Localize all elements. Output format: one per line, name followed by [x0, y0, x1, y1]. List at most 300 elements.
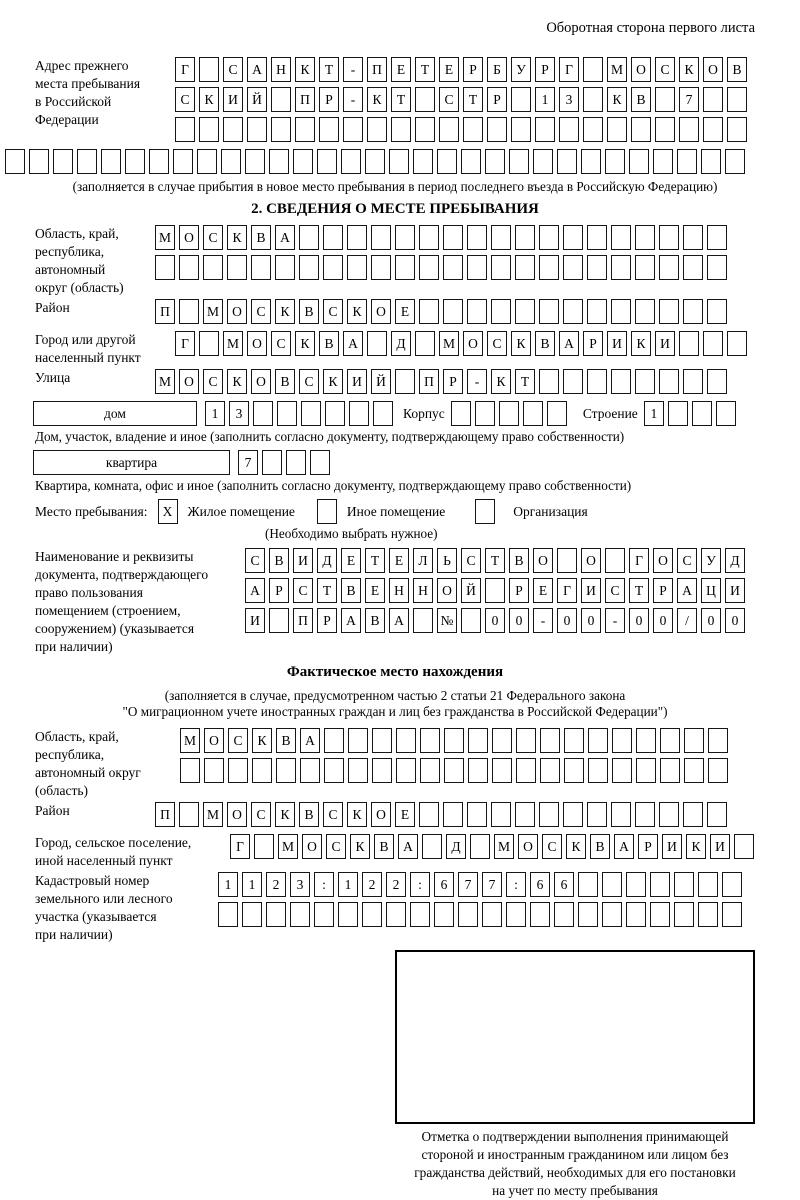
char-box: [683, 299, 703, 324]
char-box: К: [350, 834, 370, 859]
char-box: К: [199, 87, 219, 112]
char-box: [683, 802, 703, 827]
char-box: [491, 255, 511, 280]
char-box: [362, 902, 382, 927]
label-line: на учет по месту пребывания: [492, 1183, 658, 1198]
char-box: Ь: [437, 548, 457, 573]
prev-address-label: [35, 57, 175, 129]
char-box: [434, 902, 454, 927]
label-line: сооружением) (указывается: [35, 621, 195, 636]
char-box: Г: [175, 331, 195, 356]
char-box: 1: [644, 401, 664, 426]
label-line: Кадастровый номер: [35, 873, 150, 888]
char-box: [467, 299, 487, 324]
char-box: Е: [395, 802, 415, 827]
char-box: 2: [386, 872, 406, 897]
section2-title: 2. СВЕДЕНИЯ О МЕСТЕ ПРЕБЫВАНИЯ: [251, 201, 539, 217]
label-line: земельного или лесного: [35, 891, 173, 906]
char-box: [727, 331, 747, 356]
char-box: [443, 225, 463, 250]
char-box: В: [299, 299, 319, 324]
char-box: [395, 225, 415, 250]
char-box: [684, 758, 704, 783]
char-box: Т: [415, 57, 435, 82]
char-box: [218, 902, 238, 927]
char-box: Т: [391, 87, 411, 112]
char-box: К: [252, 728, 272, 753]
house-type-box: дом: [33, 401, 197, 426]
char-box: [77, 149, 97, 174]
char-box: Т: [319, 57, 339, 82]
char-box: [180, 758, 200, 783]
label-line: Город или другой: [35, 332, 136, 347]
char-box: [725, 149, 745, 174]
char-box: [314, 902, 334, 927]
char-box: К: [566, 834, 586, 859]
char-box: Д: [391, 331, 411, 356]
char-box: У: [511, 57, 531, 82]
char-box: [650, 902, 670, 927]
char-box: [563, 299, 583, 324]
char-box: [564, 728, 584, 753]
char-box: К: [367, 87, 387, 112]
char-box: [701, 149, 721, 174]
char-box: [254, 834, 274, 859]
label-line: право пользования: [35, 585, 143, 600]
char-box: [540, 728, 560, 753]
label-line: в Российской: [35, 94, 112, 109]
actual-location-note: [35, 688, 755, 720]
char-box: [559, 117, 579, 142]
char-box: [221, 149, 241, 174]
char-box: В: [299, 802, 319, 827]
char-box: К: [295, 57, 315, 82]
char-box: [467, 225, 487, 250]
char-box: [707, 225, 727, 250]
char-box: [391, 117, 411, 142]
char-box: :: [314, 872, 334, 897]
char-box: [199, 331, 219, 356]
char-box: [554, 902, 574, 927]
char-box: 3: [229, 401, 249, 426]
char-box: 3: [559, 87, 579, 112]
char-box: Е: [391, 57, 411, 82]
char-box: Е: [395, 299, 415, 324]
char-box: 0: [629, 608, 649, 633]
prev-address-row-3: [175, 117, 747, 142]
char-box: Т: [515, 369, 535, 394]
char-box: Р: [638, 834, 658, 859]
char-box: С: [251, 802, 271, 827]
char-box: [223, 117, 243, 142]
char-box: Р: [317, 608, 337, 633]
char-box: [612, 728, 632, 753]
char-box: [659, 802, 679, 827]
char-box: Р: [443, 369, 463, 394]
char-box: [727, 87, 747, 112]
char-box: [173, 149, 193, 174]
char-box: В: [275, 369, 295, 394]
char-box: [266, 902, 286, 927]
label-line: (область): [35, 783, 89, 798]
char-box: Р: [583, 331, 603, 356]
char-box: [395, 255, 415, 280]
char-box: М: [203, 802, 223, 827]
char-box: О: [371, 299, 391, 324]
checkbox-other-premises: [317, 499, 337, 524]
char-box: [605, 548, 625, 573]
char-box: [563, 225, 583, 250]
char-box: [655, 87, 675, 112]
char-box: [516, 758, 536, 783]
char-box: Т: [485, 548, 505, 573]
char-box: [547, 401, 567, 426]
char-box: Б: [487, 57, 507, 82]
char-box: [707, 255, 727, 280]
char-box: И: [223, 87, 243, 112]
char-box: [439, 117, 459, 142]
char-box: Е: [439, 57, 459, 82]
char-box: К: [607, 87, 627, 112]
char-box: [487, 117, 507, 142]
char-box: 1: [535, 87, 555, 112]
char-box: П: [419, 369, 439, 394]
label-line: Отметка о подтверждении выполнения принимающей: [421, 1129, 729, 1144]
char-box: [275, 255, 295, 280]
char-box: А: [300, 728, 320, 753]
char-box: [707, 802, 727, 827]
char-box: В: [535, 331, 555, 356]
char-box: К: [275, 802, 295, 827]
char-box: Т: [629, 578, 649, 603]
char-box: [310, 450, 330, 475]
char-box: [293, 149, 313, 174]
char-box: В: [251, 225, 271, 250]
char-box: [371, 255, 391, 280]
char-box: В: [631, 87, 651, 112]
char-box: [467, 802, 487, 827]
city-row: [175, 331, 747, 356]
char-box: С: [245, 548, 265, 573]
char-box: [386, 902, 406, 927]
char-box: О: [179, 369, 199, 394]
char-box: У: [701, 548, 721, 573]
char-box: А: [245, 578, 265, 603]
char-box: [635, 369, 655, 394]
char-box: [349, 401, 369, 426]
option-organization-label: Организация: [513, 503, 588, 519]
char-box: А: [341, 608, 361, 633]
char-box: [347, 225, 367, 250]
char-box: [271, 117, 291, 142]
label-line: "О миграционном учете иностранных граждан и лиц без гражданства в Российской Федерации"): [122, 704, 668, 719]
char-box: К: [631, 331, 651, 356]
char-box: [179, 299, 199, 324]
char-box: С: [175, 87, 195, 112]
char-box: М: [494, 834, 514, 859]
char-box: [155, 255, 175, 280]
char-box: Р: [509, 578, 529, 603]
char-box: О: [251, 369, 271, 394]
char-box: [443, 299, 463, 324]
char-box: [653, 149, 673, 174]
label-line: помещением (строением,: [35, 603, 181, 618]
char-box: С: [542, 834, 562, 859]
char-box: [683, 255, 703, 280]
char-box: 7: [458, 872, 478, 897]
char-box: :: [410, 872, 430, 897]
doc-basis-label: [35, 548, 245, 656]
cadastral-boxes: [218, 872, 742, 932]
actual-region-boxes: [180, 728, 728, 788]
char-box: Р: [535, 57, 555, 82]
char-box: [463, 117, 483, 142]
char-box: 3: [290, 872, 310, 897]
char-box: [578, 872, 598, 897]
cadastral-field: [35, 872, 755, 944]
char-box: С: [228, 728, 248, 753]
char-box: :: [506, 872, 526, 897]
doc-basis-boxes: [245, 548, 745, 638]
char-box: В: [341, 578, 361, 603]
char-box: [348, 728, 368, 753]
label-line: гражданства действий, необходимых для его постановки: [414, 1165, 736, 1180]
char-box: [626, 872, 646, 897]
char-box: О: [247, 331, 267, 356]
actual-district-row: [155, 802, 727, 827]
char-box: [276, 758, 296, 783]
char-box: [491, 802, 511, 827]
char-box: [674, 872, 694, 897]
char-box: В: [727, 57, 747, 82]
char-box: М: [439, 331, 459, 356]
char-box: [635, 802, 655, 827]
apartment-type-box: квартира: [33, 450, 230, 475]
char-box: [727, 117, 747, 142]
char-box: [492, 758, 512, 783]
char-box: [659, 255, 679, 280]
char-box: Р: [269, 578, 289, 603]
district-row: [155, 299, 727, 324]
char-box: [199, 117, 219, 142]
char-box: [677, 149, 697, 174]
char-box: [373, 401, 393, 426]
char-box: О: [653, 548, 673, 573]
char-box: В: [276, 728, 296, 753]
stay-type-row: [35, 499, 755, 524]
char-box: [5, 149, 25, 174]
char-box: [413, 608, 433, 633]
char-box: Н: [389, 578, 409, 603]
char-box: [410, 902, 430, 927]
apartment-number-boxes: [238, 450, 330, 475]
label-line: автономный: [35, 262, 106, 277]
char-box: [703, 117, 723, 142]
char-box: Т: [317, 578, 337, 603]
char-box: [444, 728, 464, 753]
char-box: С: [203, 225, 223, 250]
char-box: [563, 802, 583, 827]
cadastral-row-1: [218, 872, 742, 897]
char-box: [443, 255, 463, 280]
char-box: [587, 299, 607, 324]
char-box: [295, 117, 315, 142]
char-box: [419, 802, 439, 827]
char-box: [467, 255, 487, 280]
char-box: [631, 117, 651, 142]
char-box: И: [607, 331, 627, 356]
char-box: В: [509, 548, 529, 573]
char-box: К: [679, 57, 699, 82]
char-box: К: [323, 369, 343, 394]
char-box: Й: [461, 578, 481, 603]
char-box: [53, 149, 73, 174]
char-box: 0: [581, 608, 601, 633]
char-box: [563, 255, 583, 280]
char-box: [319, 117, 339, 142]
char-box: С: [223, 57, 243, 82]
char-box: [539, 255, 559, 280]
char-box: Н: [271, 57, 291, 82]
char-box: Е: [365, 578, 385, 603]
doc-basis-row-1: [245, 548, 745, 573]
char-box: [228, 758, 248, 783]
char-box: [523, 401, 543, 426]
char-box: [491, 299, 511, 324]
char-box: П: [155, 802, 175, 827]
char-box: [323, 225, 343, 250]
label-line: Федерации: [35, 112, 99, 127]
checkbox-organization: [475, 499, 495, 524]
prev-address-row-2: [175, 87, 747, 112]
district-label: Район: [35, 300, 70, 315]
apartment-note: Квартира, комната, офис и иное (заполнить согласно документу, подтверждающему право собственности): [35, 478, 632, 493]
char-box: [299, 225, 319, 250]
char-box: О: [437, 578, 457, 603]
char-box: [396, 728, 416, 753]
char-box: [325, 401, 345, 426]
region-boxes: [155, 225, 727, 285]
char-box: [468, 758, 488, 783]
char-box: [149, 149, 169, 174]
char-box: Г: [557, 578, 577, 603]
char-box: О: [227, 802, 247, 827]
char-box: [199, 57, 219, 82]
char-box: [605, 149, 625, 174]
char-box: И: [293, 548, 313, 573]
char-box: Р: [319, 87, 339, 112]
char-box: [262, 450, 282, 475]
char-box: [461, 608, 481, 633]
char-box: [539, 225, 559, 250]
char-box: [317, 149, 337, 174]
char-box: [324, 758, 344, 783]
char-box: [251, 255, 271, 280]
char-box: В: [590, 834, 610, 859]
char-box: С: [323, 299, 343, 324]
char-box: [683, 369, 703, 394]
char-box: [722, 902, 742, 927]
label-line: Город, сельское поселение,: [35, 835, 192, 850]
char-box: П: [295, 87, 315, 112]
char-box: [626, 902, 646, 927]
actual-region-row-2: [180, 758, 728, 783]
char-box: /: [677, 608, 697, 633]
char-box: [650, 872, 670, 897]
char-box: М: [607, 57, 627, 82]
char-box: 2: [362, 872, 382, 897]
label-line: Область, край,: [35, 729, 119, 744]
char-box: [485, 149, 505, 174]
char-box: [587, 255, 607, 280]
char-box: О: [371, 802, 391, 827]
char-box: Т: [463, 87, 483, 112]
char-box: Д: [725, 548, 745, 573]
char-box: [540, 758, 560, 783]
char-box: [674, 902, 694, 927]
char-box: [588, 758, 608, 783]
char-box: Й: [371, 369, 391, 394]
char-box: [607, 117, 627, 142]
char-box: [611, 255, 631, 280]
label-line: документа, подтверждающего: [35, 567, 209, 582]
char-box: С: [251, 299, 271, 324]
label-line: округ (область): [35, 280, 124, 295]
char-box: [708, 758, 728, 783]
char-box: [588, 728, 608, 753]
char-box: [557, 548, 577, 573]
char-box: [338, 902, 358, 927]
char-box: [515, 299, 535, 324]
label-line: автономный округ: [35, 765, 141, 780]
char-box: [516, 728, 536, 753]
char-box: [612, 758, 632, 783]
actual-region-field: [35, 728, 755, 800]
char-box: Е: [533, 578, 553, 603]
char-box: [583, 57, 603, 82]
char-box: [679, 331, 699, 356]
char-box: [415, 87, 435, 112]
char-box: 7: [238, 450, 258, 475]
label-line: при наличии): [35, 639, 113, 654]
char-box: С: [677, 548, 697, 573]
char-box: П: [293, 608, 313, 633]
char-box: [396, 758, 416, 783]
char-box: О: [463, 331, 483, 356]
char-box: В: [374, 834, 394, 859]
char-box: [583, 117, 603, 142]
char-box: [347, 255, 367, 280]
char-box: [703, 87, 723, 112]
char-box: К: [491, 369, 511, 394]
char-box: [533, 149, 553, 174]
label-line: Наименование и реквизиты: [35, 549, 194, 564]
cadastral-label: [35, 872, 218, 944]
char-box: Л: [413, 548, 433, 573]
char-box: [175, 117, 195, 142]
char-box: [698, 872, 718, 897]
char-box: [636, 758, 656, 783]
char-box: С: [326, 834, 346, 859]
char-box: [611, 225, 631, 250]
char-box: [367, 331, 387, 356]
char-box: [422, 834, 442, 859]
char-box: [511, 117, 531, 142]
char-box: Р: [463, 57, 483, 82]
char-box: А: [677, 578, 697, 603]
option-other-premises-label: Иное помещение: [346, 503, 446, 519]
label-line: при наличии): [35, 927, 113, 942]
